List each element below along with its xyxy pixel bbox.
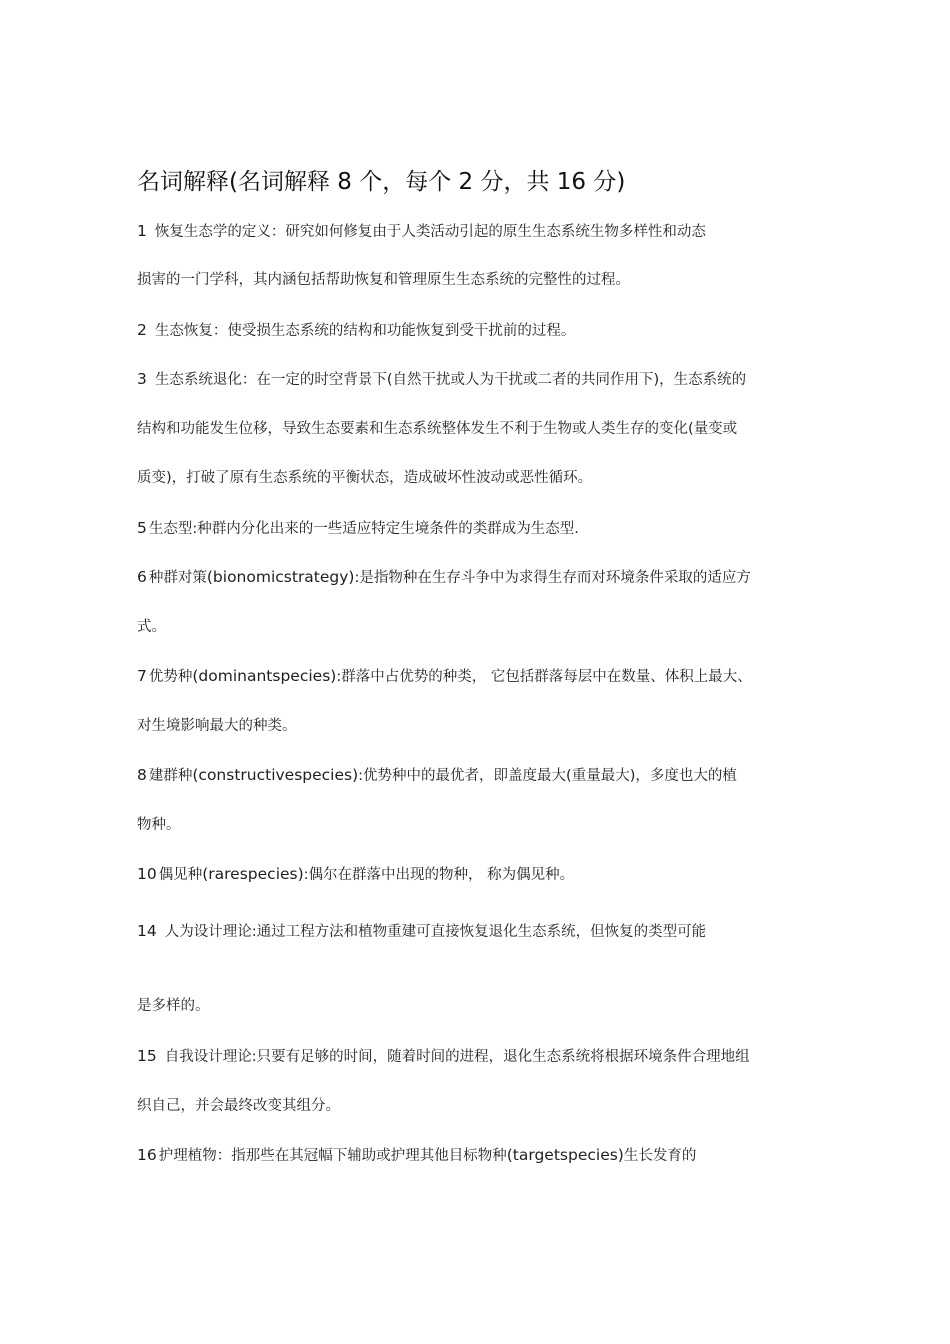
entry-text: 织自己，并会最终改变其组分。 — [137, 1098, 340, 1114]
entry-term: 偶见种 — [158, 867, 203, 883]
entry-8-line-2 — [137, 814, 181, 836]
entry-number: 5 — [137, 519, 147, 537]
entry-text: 结构和功能发生位移，导致生态要素和生态系统整体发生不利于生物或人类生存的变化(量变或 — [137, 421, 738, 437]
entry-3-line-3 — [137, 467, 592, 489]
entry-text: 质变)，打破了原有生态系统的平衡状态，造成破坏性波动或恶性循环。 — [137, 470, 593, 486]
entry-text: :是指物种在生存斗争中为求得生存而对环境条件采取的适应方 — [354, 570, 751, 586]
entry-text: 对生境影响最大的种类。 — [137, 718, 297, 734]
entry-5-line-1 — [137, 517, 579, 540]
entry-3-line-2 — [137, 418, 737, 440]
entry-2-line-1 — [137, 319, 575, 342]
entry-number: 1 — [137, 222, 147, 240]
entry-term: 建群种 — [148, 768, 193, 784]
entry-text: 生态恢复：使受损生态系统的结构和功能恢复到受干扰前的过程。 — [154, 323, 576, 339]
entry-10-line-1 — [137, 863, 574, 886]
entry-text: :优势种中的最优者，即盖度最大(重量最大)，多度也大的植 — [358, 768, 737, 784]
section-heading: 名词解释(名词解释 8 个，每个 2 分，共 16 分) — [137, 169, 626, 195]
entry-text: :群落中占优势的种类， 它包括群落每层中在数量、体积上最大、 — [336, 669, 752, 685]
entry-text: 生长发育的 — [623, 1148, 697, 1164]
entry-6-line-2 — [137, 616, 166, 638]
entry-15-line-1 — [137, 1045, 750, 1068]
entry-14-line-1 — [137, 920, 706, 943]
entry-number: 7 — [137, 667, 147, 685]
entry-term-latin: (constructivespecies) — [192, 766, 359, 784]
entry-term: 优势种 — [148, 669, 193, 685]
entry-term-latin: (bionomicstrategy) — [206, 568, 355, 586]
entry-number: 3 — [137, 370, 147, 388]
entry-text: 损害的一门学科，其内涵包括帮助恢复和管理原生生态系统的完整性的过程。 — [137, 272, 630, 288]
entry-text: 生态型:种群内分化出来的一些适应特定生境条件的类群成为生态型. — [148, 521, 579, 537]
entry-3-line-1 — [137, 368, 746, 391]
entry-7-line-2 — [137, 715, 297, 737]
entry-14-line-2 — [137, 995, 210, 1017]
entry-16-line-1 — [137, 1144, 696, 1167]
entry-text: 恢复生态学的定义：研究如何修复由于人类活动引起的原生生态系统生物多样性和动态 — [154, 224, 706, 240]
entry-8-line-1 — [137, 764, 737, 787]
entry-number: 15 — [137, 1047, 157, 1065]
entry-text: 生态系统退化：在一定的时空背景下(自然干扰或人为干扰或二者的共同作用下)，生态系统的 — [154, 372, 747, 388]
entry-number: 14 — [137, 922, 157, 940]
entry-text: 人为设计理论:通过工程方法和植物重建可直接恢复退化生态系统，但恢复的类型可能 — [164, 924, 707, 940]
entry-number: 8 — [137, 766, 147, 784]
entry-term: 护理植物：指那些在其冠幅下辅助或护理其他目标物种 — [158, 1148, 507, 1164]
entry-text: 式。 — [137, 619, 166, 635]
entry-number: 16 — [137, 1146, 157, 1164]
entry-term-latin: (targetspecies) — [506, 1146, 624, 1164]
entry-number: 2 — [137, 321, 147, 339]
entry-15-line-2 — [137, 1095, 340, 1117]
entry-1-line-1 — [137, 220, 706, 243]
entry-1-line-2 — [137, 269, 630, 291]
entry-text: 自我设计理论:只要有足够的时间，随着时间的进程，退化生态系统将根据环境条件合理地组 — [164, 1049, 750, 1065]
entry-text: :偶尔在群落中出现的物种， 称为偶见种。 — [303, 867, 575, 883]
entry-text: 是多样的。 — [137, 998, 210, 1014]
entry-term: 种群对策 — [148, 570, 207, 586]
entry-6-line-1 — [137, 566, 751, 589]
entry-term-latin: (rarespecies) — [202, 865, 304, 883]
entry-term-latin: (dominantspecies) — [192, 667, 337, 685]
entry-7-line-1 — [137, 665, 752, 688]
entry-text: 物种。 — [137, 817, 181, 833]
entry-number: 10 — [137, 865, 157, 883]
entry-number: 6 — [137, 568, 147, 586]
